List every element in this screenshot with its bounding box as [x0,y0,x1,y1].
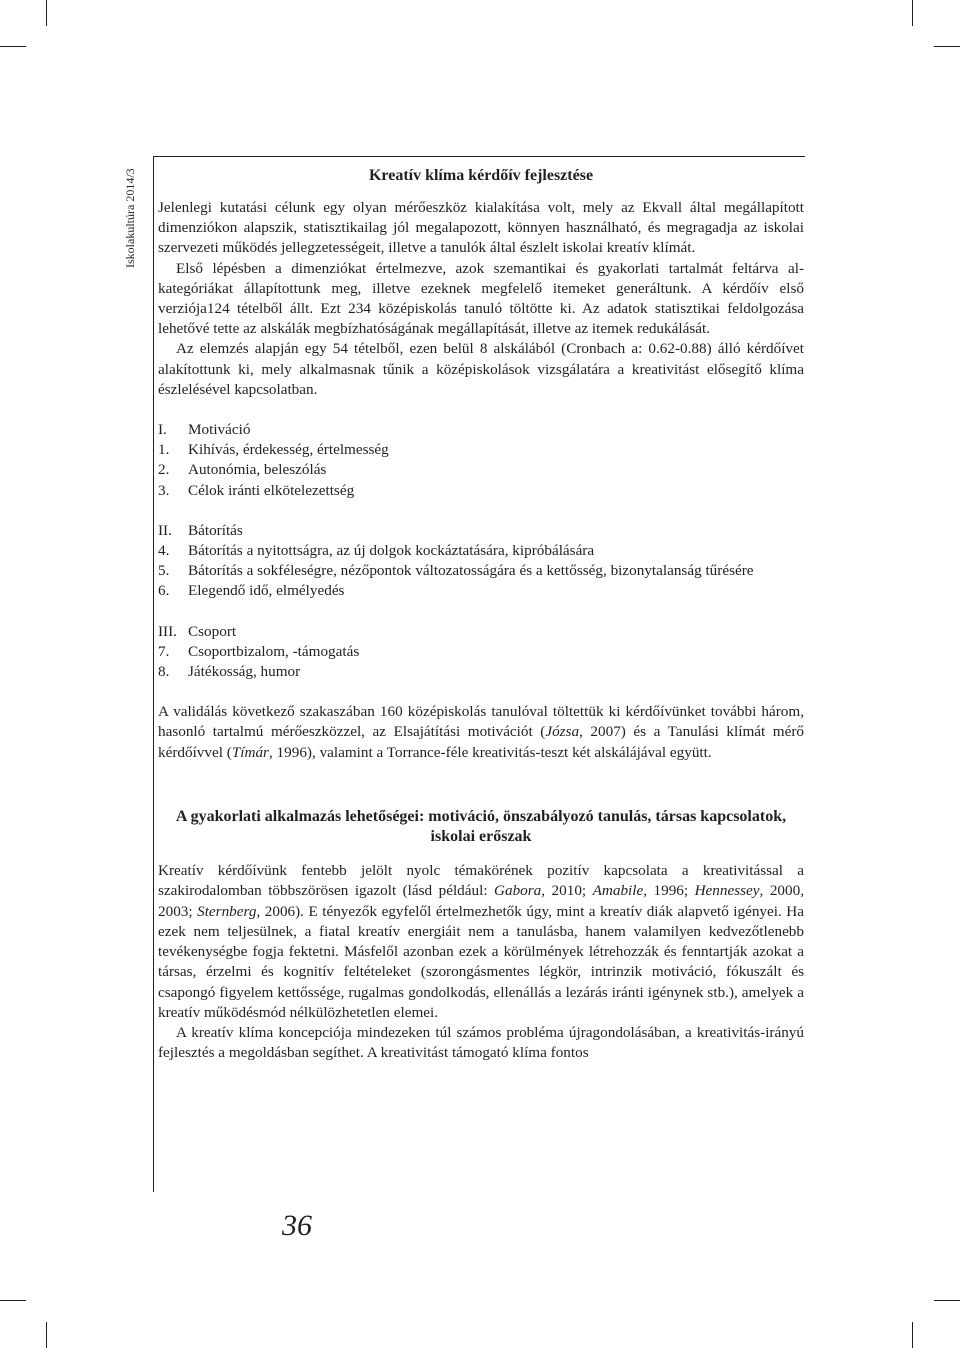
citation-author: Józsa [545,723,580,741]
paragraph: Első lépésben a dimenziókat értelmezve, azok szemantikai és gyakorlati tartalmát feltárva al-kategóriákat állapítottunk meg, illetve ezeknek megfelelő itemeket generáltunk. A kérdőív első verziója124 tételből állt. Ezt 234 középiskolás tanuló töltötte ki. Az adatok statisztikai feldolgozása lehetővé tette az alskálák megbízhatóságának megállapítását, illetve az itemek redukálását. [158,259,804,338]
citation-author: Tímár [231,743,269,761]
list-item: II. Bátorítás [158,521,243,539]
list-item: 8. Játékosság, humor [158,663,301,681]
list-item: 7. Csoportbizalom, -támogatás [158,642,360,660]
crop-mark [934,46,960,47]
citation-author: Sternberg [197,902,257,920]
list-item: 5. Bátorítás a sokféleségre, nézőpontok változatosságára és a kettősség, bizonytalanság tűrésére [158,562,754,580]
crop-mark [0,46,26,47]
dimension-list [158,622,804,683]
dimension-list [158,420,804,501]
paragraph: A validálás következő szakaszában 160 középiskolás tanulóval töltettük ki kérdőívünket további három, hasonló tartalmú mérőeszközzel, az Elsajátítási motivációt (Józsa, 2007) és a Tanulási klímát mérő kérdőívvel (Tímár, 1996), valamint a Torrance-féle kreativitás-teszt két alskálájával együtt. [158,703,804,761]
crop-mark [46,1322,47,1348]
paragraph: A kreatív klíma koncepciója mindezeken túl számos probléma újragondolásában, a kreativitás-irányú fejlesztés a megoldásban segíthet. A kreativitást támogató klíma fontos [158,1023,804,1062]
crop-mark [0,1300,26,1301]
list-item: I. Motiváció [158,421,251,439]
list-item: 2. Autonómia, beleszólás [158,461,327,479]
list-item: III. Csoport [158,622,237,640]
top-rule [153,156,805,157]
citation-author: Amabile [592,882,644,900]
running-head: Iskolakultúra 2014/3 [123,168,137,268]
section-title: Kreatív klíma kérdőív fejlesztése [368,167,594,184]
left-margin-rule [153,156,154,1192]
paragraph: Jelenlegi kutatási célunk egy olyan mérőeszköz kialakítása volt, mely az Ekvall által megállapított dimenziókon alapszik, statisztikailag jól megalapozott, könnyen használható, és megragadja az iskolai szervezeti működés jellegzetességeit, illetve a tanulók által észlelt iskolai kreatív klímát. [158,199,804,257]
crop-mark [46,0,47,26]
paragraph: Az elemzés alapján egy 54 tételből, ezen belül 8 alskálából (Cronbach a: 0.62-0.88) álló kérdőívet alakítottunk ki, mely alkalmasnak tűnik a középiskolások vizsgálatára a kreativitást elősegítő klíma észlelésével kapcsolatban. [158,340,804,398]
crop-mark [912,1322,913,1348]
list-item: 1. Kihívás, érdekesség, értelmesség [158,441,389,459]
citation-author: Gabora [494,882,542,900]
page-number: 36 [282,1209,312,1242]
citation-author: Hennessey [694,882,760,900]
crop-mark [912,0,913,26]
crop-mark [934,1300,960,1301]
list-item: 4. Bátorítás a nyitottságra, az új dolgok kockáztatására, kipróbálására [158,542,595,560]
list-item: 3. Célok iránti elkötelezettség [158,481,355,499]
dimension-list [158,521,804,602]
list-item: 6. Elegendő idő, elmélyedés [158,582,345,600]
paragraph: Kreatív kérdőívünk fentebb jelölt nyolc témakörének pozitív kapcsolata a kreativitással a szakirodalomban többszörösen igazolt (lásd például: Gabora, 2010; Amabile, 1996; Hennessey, 2000, 2003; Sternberg, 2006). E tényezők egyfelől értelmezhetők úgy, mint a kreatív diák alapvető igényei. Ha ezek nem teljesülnek, a fiatal kreatív energiáit nem a tanulásba, hanem valamilyen kedvezőtlenebb tevékenységbe fogja fektetni. Másfelől azonban ezek a körülmények létrehozzák és fenntartják azokat a társas, érzelmi és kognitív feltételeket (szorongásmentes légkör, intrinzik motiváció, fókuszált és csapongó figyelem kettőssége, rugalmas gondolkodás, ellenállás a lezárás iránti igénynek stb.), amelyek a kreatív működésmód nélkülözhetetlen elemei. [158,862,804,1021]
article-body [158,160,804,1063]
section-title: A gyakorlati alkalmazás lehetőségei: motiváció, önszabályozó tanulás, társas kapcsolatok, iskolai erőszak [175,807,787,846]
